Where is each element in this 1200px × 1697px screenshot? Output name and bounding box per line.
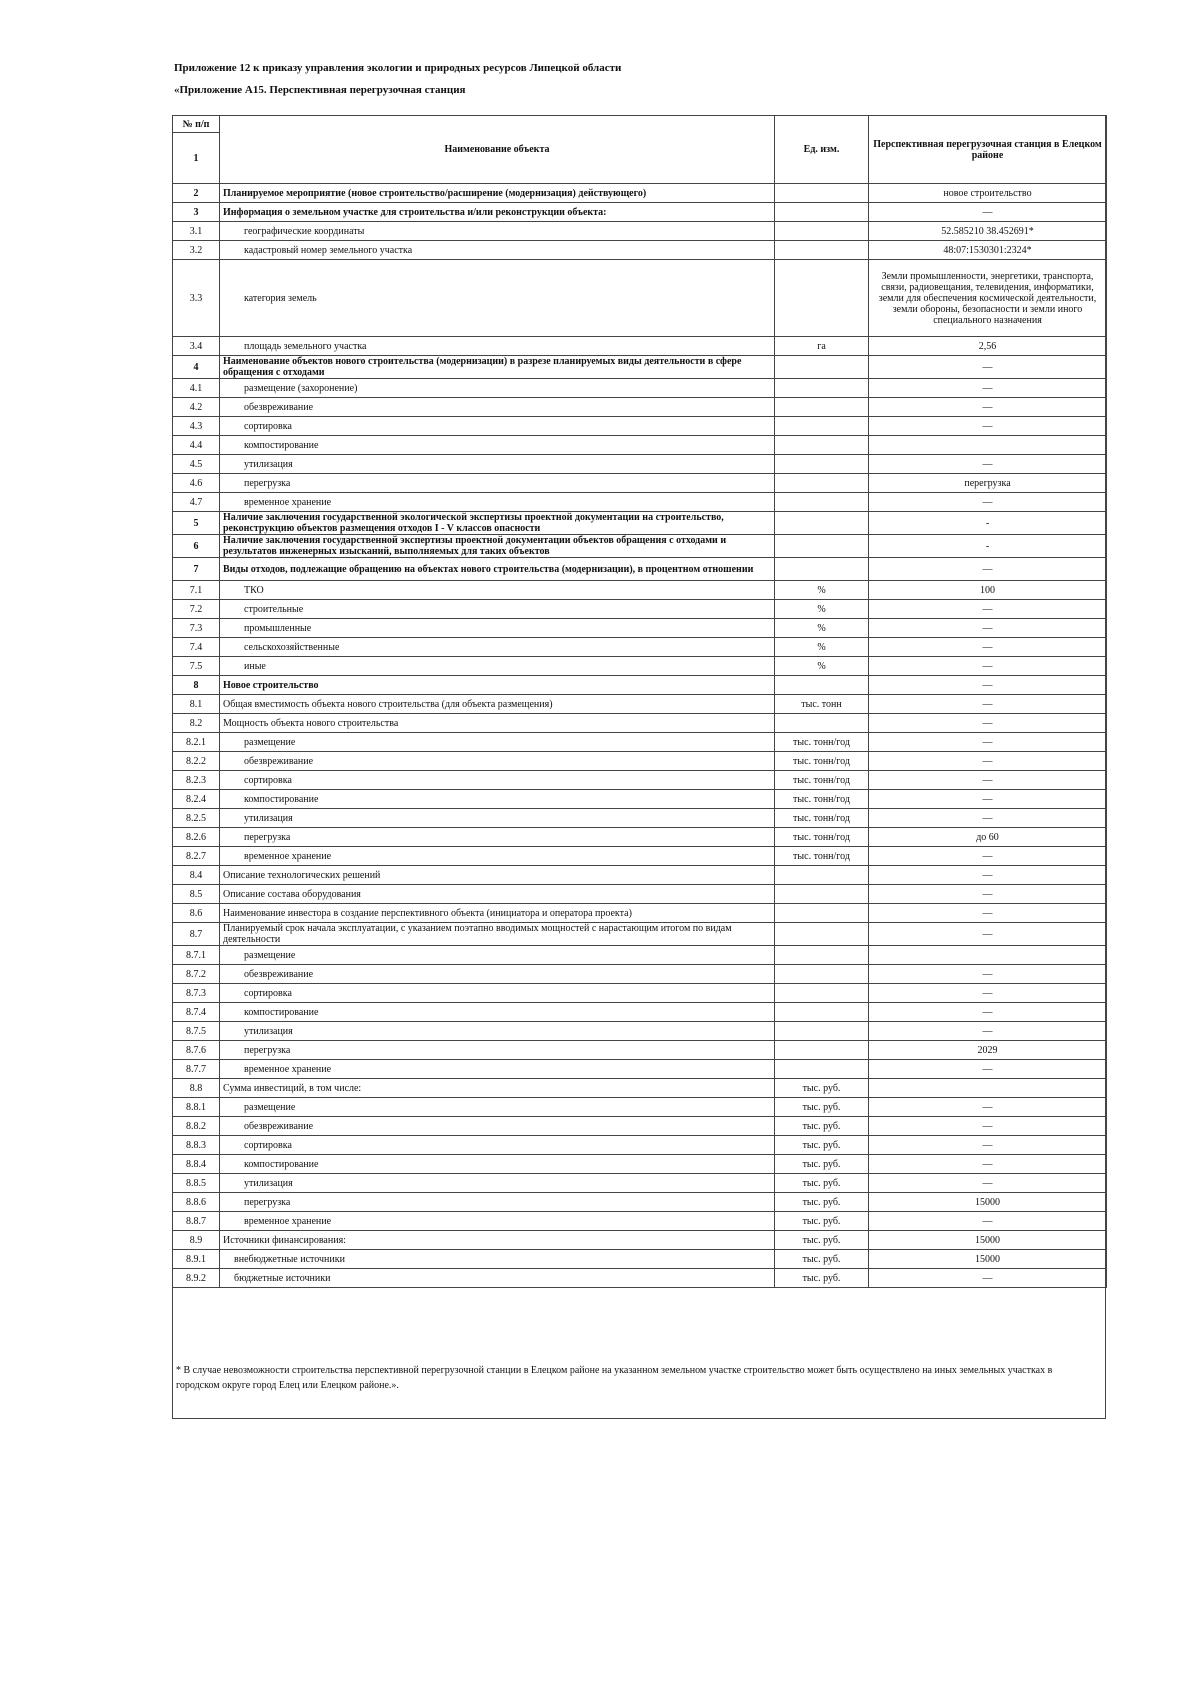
footnote: * В случае невозможности строительства перспективной перегрузочной станции в Елецком районе на указанном земельном участке строительство может быть осуществлено на иных земельных участках в городском округе город Елец или Елецком районе.». bbox=[176, 1365, 1053, 1391]
row-value: 15000 bbox=[869, 1193, 1107, 1212]
row-name: Сумма инвестиций, в том числе: bbox=[220, 1079, 775, 1098]
row-number: 3.3 bbox=[173, 260, 220, 337]
row-unit: тыс. руб. bbox=[775, 1155, 869, 1174]
table-row bbox=[173, 619, 1107, 638]
row-name: утилизация bbox=[220, 1022, 775, 1041]
row-number: 8.2.4 bbox=[173, 790, 220, 809]
row-name: Виды отходов, подлежащие обращению на объектах нового строительства (модернизации), в процентном отношении bbox=[220, 558, 775, 581]
row-name: временное хранение bbox=[220, 493, 775, 512]
row-unit bbox=[775, 436, 869, 455]
table-row bbox=[173, 1060, 1107, 1079]
row-value: — bbox=[869, 379, 1107, 398]
row-name: Наличие заключения государственной экологической экспертизы проектной документации на строительство, реконструкцию объектов размещения отходов I - V классов опасности bbox=[220, 512, 775, 535]
row-value: — bbox=[869, 1003, 1107, 1022]
table-row bbox=[173, 809, 1107, 828]
table-row bbox=[173, 493, 1107, 512]
table-row bbox=[173, 733, 1107, 752]
row-value: 15000 bbox=[869, 1250, 1107, 1269]
table-row bbox=[173, 885, 1107, 904]
row-unit bbox=[775, 1060, 869, 1079]
table-row bbox=[173, 984, 1107, 1003]
row-unit bbox=[775, 356, 869, 379]
row-number: 8.2.2 bbox=[173, 752, 220, 771]
row-value: — bbox=[869, 1174, 1107, 1193]
row-value bbox=[869, 946, 1107, 965]
row-value: — bbox=[869, 809, 1107, 828]
row-number: 8.8.2 bbox=[173, 1117, 220, 1136]
row-number: 8.7.7 bbox=[173, 1060, 220, 1079]
row-name: обезвреживание bbox=[220, 398, 775, 417]
row-unit bbox=[775, 866, 869, 885]
table-row bbox=[173, 752, 1107, 771]
row-value: перегрузка bbox=[869, 474, 1107, 493]
table-row bbox=[173, 1079, 1107, 1098]
row-name: площадь земельного участка bbox=[220, 337, 775, 356]
row-value: до 60 bbox=[869, 828, 1107, 847]
table-row bbox=[173, 676, 1107, 695]
table-row bbox=[173, 1174, 1107, 1193]
row-unit bbox=[775, 714, 869, 733]
row-name: утилизация bbox=[220, 455, 775, 474]
row-number: 8.8.3 bbox=[173, 1136, 220, 1155]
table-row bbox=[173, 790, 1107, 809]
row-unit: тыс. тонн/год bbox=[775, 752, 869, 771]
row-name: Общая вместимость объекта нового строительства (для объекта размещения) bbox=[220, 695, 775, 714]
row-name: Планируемый срок начала эксплуатации, с указанием поэтапно вводимых мощностей с нарастающим итогом по видам деятельности bbox=[220, 923, 775, 946]
row-unit bbox=[775, 474, 869, 493]
row-unit: тыс. тонн/год bbox=[775, 733, 869, 752]
row-unit: тыс. руб. bbox=[775, 1098, 869, 1117]
table-row bbox=[173, 535, 1107, 558]
row-number: 8.7.4 bbox=[173, 1003, 220, 1022]
row-value: новое строительство bbox=[869, 184, 1107, 203]
row-number: 6 bbox=[173, 535, 220, 558]
table-row bbox=[173, 398, 1107, 417]
row-name: промышленные bbox=[220, 619, 775, 638]
row-unit bbox=[775, 535, 869, 558]
table-row bbox=[173, 638, 1107, 657]
table-row bbox=[173, 222, 1107, 241]
row-name: кадастровый номер земельного участка bbox=[220, 241, 775, 260]
row-name: Новое строительство bbox=[220, 676, 775, 695]
table-row bbox=[173, 512, 1107, 535]
table-row bbox=[173, 436, 1107, 455]
row-unit bbox=[775, 946, 869, 965]
table-row bbox=[173, 1212, 1107, 1231]
header-value: Перспективная перегрузочная станция в Елецком районе bbox=[869, 116, 1107, 184]
table-row bbox=[173, 866, 1107, 885]
table-row bbox=[173, 1269, 1107, 1288]
row-unit: тыс. руб. bbox=[775, 1269, 869, 1288]
row-value: — bbox=[869, 619, 1107, 638]
row-unit bbox=[775, 455, 869, 474]
row-number: 3.2 bbox=[173, 241, 220, 260]
object-table bbox=[172, 115, 1107, 1288]
row-unit bbox=[775, 417, 869, 436]
row-unit bbox=[775, 222, 869, 241]
row-name: бюджетные источники bbox=[220, 1269, 775, 1288]
table-row bbox=[173, 695, 1107, 714]
row-name: Описание технологических решений bbox=[220, 866, 775, 885]
row-number: 7.3 bbox=[173, 619, 220, 638]
row-name: перегрузка bbox=[220, 1041, 775, 1060]
row-unit bbox=[775, 203, 869, 222]
row-name: обезвреживание bbox=[220, 1117, 775, 1136]
row-unit bbox=[775, 923, 869, 946]
row-name: утилизация bbox=[220, 809, 775, 828]
row-unit: тыс. тонн/год bbox=[775, 790, 869, 809]
row-name: внебюджетные источники bbox=[220, 1250, 775, 1269]
row-unit: % bbox=[775, 657, 869, 676]
row-name: сортировка bbox=[220, 1136, 775, 1155]
row-number: 8.7.1 bbox=[173, 946, 220, 965]
row-number: 8.7 bbox=[173, 923, 220, 946]
row-name: обезвреживание bbox=[220, 965, 775, 984]
row-name: перегрузка bbox=[220, 828, 775, 847]
row-value: — bbox=[869, 203, 1107, 222]
row-name: размещение (захоронение) bbox=[220, 379, 775, 398]
row-name: компостирование bbox=[220, 436, 775, 455]
row-unit: тыс. руб. bbox=[775, 1212, 869, 1231]
row-name: размещение bbox=[220, 1098, 775, 1117]
row-number: 8.6 bbox=[173, 904, 220, 923]
row-unit: % bbox=[775, 581, 869, 600]
row-number: 8.8.1 bbox=[173, 1098, 220, 1117]
row-number: 8.8.5 bbox=[173, 1174, 220, 1193]
row-unit bbox=[775, 379, 869, 398]
row-name: ТКО bbox=[220, 581, 775, 600]
row-number: 8.1 bbox=[173, 695, 220, 714]
appendix-subheading: «Приложение А15. Перспективная перегрузочная станция bbox=[174, 84, 466, 96]
row-number: 7 bbox=[173, 558, 220, 581]
row-name: Описание состава оборудования bbox=[220, 885, 775, 904]
row-unit bbox=[775, 676, 869, 695]
row-name: компостирование bbox=[220, 790, 775, 809]
row-name: Планируемое мероприятие (новое строительство/расширение (модернизация) действующего) bbox=[220, 184, 775, 203]
row-value: — bbox=[869, 847, 1107, 866]
row-name: сортировка bbox=[220, 984, 775, 1003]
row-number: 8.5 bbox=[173, 885, 220, 904]
row-name: временное хранение bbox=[220, 1060, 775, 1079]
row-value: — bbox=[869, 1269, 1107, 1288]
table-row bbox=[173, 1136, 1107, 1155]
table-row bbox=[173, 417, 1107, 436]
row-name: сельскохозяйственные bbox=[220, 638, 775, 657]
row-value: — bbox=[869, 1212, 1107, 1231]
row-number: 7.2 bbox=[173, 600, 220, 619]
table-row bbox=[173, 1117, 1107, 1136]
table-row bbox=[173, 379, 1107, 398]
row-unit: тыс. руб. bbox=[775, 1136, 869, 1155]
table-row bbox=[173, 203, 1107, 222]
row-number: 8.2.1 bbox=[173, 733, 220, 752]
table-row bbox=[173, 1155, 1107, 1174]
row-unit bbox=[775, 512, 869, 535]
row-number: 8.2 bbox=[173, 714, 220, 733]
row-value: — bbox=[869, 984, 1107, 1003]
header-name: Наименование объекта bbox=[220, 116, 775, 184]
row-unit: % bbox=[775, 619, 869, 638]
row-name: Источники финансирования: bbox=[220, 1231, 775, 1250]
row-name: компостирование bbox=[220, 1155, 775, 1174]
row-value: — bbox=[869, 904, 1107, 923]
row-value: — bbox=[869, 558, 1107, 581]
row-number: 8.7.3 bbox=[173, 984, 220, 1003]
row-unit: тыс. руб. bbox=[775, 1117, 869, 1136]
row-number: 4.1 bbox=[173, 379, 220, 398]
table-row bbox=[173, 356, 1107, 379]
row-value: — bbox=[869, 398, 1107, 417]
row-value: — bbox=[869, 1117, 1107, 1136]
row-number: 8.9 bbox=[173, 1231, 220, 1250]
row-unit bbox=[775, 885, 869, 904]
row-unit: тыс. руб. bbox=[775, 1231, 869, 1250]
row-value: — bbox=[869, 695, 1107, 714]
row-value: — bbox=[869, 714, 1107, 733]
row-value: — bbox=[869, 733, 1107, 752]
row-name: Наличие заключения государственной экспертизы проектной документации объектов обращения с отходами и результатов инженерных изысканий, выполняемых для таких объектов bbox=[220, 535, 775, 558]
row-number: 8.8.4 bbox=[173, 1155, 220, 1174]
row-value: — bbox=[869, 1060, 1107, 1079]
table-row bbox=[173, 771, 1107, 790]
row-value: — bbox=[869, 455, 1107, 474]
row-name: сортировка bbox=[220, 771, 775, 790]
row-number: 8.4 bbox=[173, 866, 220, 885]
row-value: — bbox=[869, 790, 1107, 809]
row-unit: тыс. руб. bbox=[775, 1193, 869, 1212]
row-value: 2029 bbox=[869, 1041, 1107, 1060]
table-header-row bbox=[173, 116, 1107, 133]
row-name: компостирование bbox=[220, 1003, 775, 1022]
header-num-label: № п/п bbox=[173, 116, 220, 133]
row-name: Информация о земельном участке для строительства и/или реконструкции объекта: bbox=[220, 203, 775, 222]
table-row bbox=[173, 600, 1107, 619]
row-unit bbox=[775, 558, 869, 581]
row-name: утилизация bbox=[220, 1174, 775, 1193]
row-name: сортировка bbox=[220, 417, 775, 436]
appendix-heading: Приложение 12 к приказу управления экологии и природных ресурсов Липецкой области bbox=[174, 62, 622, 74]
row-value: — bbox=[869, 657, 1107, 676]
row-unit: % bbox=[775, 600, 869, 619]
row-unit: тыс. тонн/год bbox=[775, 809, 869, 828]
row-name: временное хранение bbox=[220, 847, 775, 866]
row-name: строительные bbox=[220, 600, 775, 619]
row-unit bbox=[775, 398, 869, 417]
header-num: 1 bbox=[173, 133, 220, 184]
row-value bbox=[869, 436, 1107, 455]
row-number: 4.3 bbox=[173, 417, 220, 436]
row-value bbox=[869, 1079, 1107, 1098]
row-value: 48:07:1530301:2324* bbox=[869, 241, 1107, 260]
row-number: 4 bbox=[173, 356, 220, 379]
row-number: 8.9.1 bbox=[173, 1250, 220, 1269]
row-value: — bbox=[869, 1022, 1107, 1041]
row-unit bbox=[775, 1041, 869, 1060]
row-value: — bbox=[869, 493, 1107, 512]
row-name: перегрузка bbox=[220, 1193, 775, 1212]
row-value: 52.585210 38.452691* bbox=[869, 222, 1107, 241]
row-unit bbox=[775, 493, 869, 512]
table-row bbox=[173, 923, 1107, 946]
row-number: 8.7.6 bbox=[173, 1041, 220, 1060]
table-row bbox=[173, 828, 1107, 847]
row-number: 8.2.3 bbox=[173, 771, 220, 790]
row-unit: % bbox=[775, 638, 869, 657]
row-number: 5 bbox=[173, 512, 220, 535]
row-value: — bbox=[869, 965, 1107, 984]
table-row bbox=[173, 657, 1107, 676]
row-number: 8.2.7 bbox=[173, 847, 220, 866]
row-number: 4.7 bbox=[173, 493, 220, 512]
row-number: 4.6 bbox=[173, 474, 220, 493]
row-name: Наименование инвестора в создание перспективного объекта (инициатора и оператора проекта) bbox=[220, 904, 775, 923]
row-number: 8.8 bbox=[173, 1079, 220, 1098]
row-unit: тыс. руб. bbox=[775, 1079, 869, 1098]
table-row bbox=[173, 184, 1107, 203]
row-unit: тыс. тонн/год bbox=[775, 847, 869, 866]
row-number: 7.1 bbox=[173, 581, 220, 600]
table-row bbox=[173, 1231, 1107, 1250]
row-value: — bbox=[869, 771, 1107, 790]
table-row bbox=[173, 847, 1107, 866]
row-value: — bbox=[869, 1155, 1107, 1174]
row-value: — bbox=[869, 1136, 1107, 1155]
table-row bbox=[173, 337, 1107, 356]
row-unit: га bbox=[775, 337, 869, 356]
row-value: — bbox=[869, 600, 1107, 619]
table-row bbox=[173, 558, 1107, 581]
row-value: 2,56 bbox=[869, 337, 1107, 356]
row-value: Земли промышленности, энергетики, транспорта, связи, радиовещания, телевидения, информатики, земли для обеспечения космической деятельности, земли обороны, безопасности и земли иного специального назначения bbox=[869, 260, 1107, 337]
row-number: 4.2 bbox=[173, 398, 220, 417]
row-number: 8.7.2 bbox=[173, 965, 220, 984]
table-row bbox=[173, 714, 1107, 733]
row-name: категория земель bbox=[220, 260, 775, 337]
row-unit: тыс. тонн/год bbox=[775, 828, 869, 847]
table-row bbox=[173, 241, 1107, 260]
row-value: — bbox=[869, 638, 1107, 657]
row-unit: тыс. руб. bbox=[775, 1174, 869, 1193]
table-row bbox=[173, 474, 1107, 493]
row-unit bbox=[775, 241, 869, 260]
table-row bbox=[173, 1193, 1107, 1212]
row-number: 8.2.5 bbox=[173, 809, 220, 828]
row-name: размещение bbox=[220, 946, 775, 965]
row-number: 3 bbox=[173, 203, 220, 222]
row-name: Наименование объектов нового строительства (модернизации) в разрезе планируемых виды деятельности в сфере обращения с отходами bbox=[220, 356, 775, 379]
table-row bbox=[173, 965, 1107, 984]
row-value: — bbox=[869, 923, 1107, 946]
row-value: — bbox=[869, 417, 1107, 436]
row-number: 4.4 bbox=[173, 436, 220, 455]
row-unit: тыс. руб. bbox=[775, 1250, 869, 1269]
row-name: Мощность объекта нового строительства bbox=[220, 714, 775, 733]
row-value: 100 bbox=[869, 581, 1107, 600]
table-row bbox=[173, 581, 1107, 600]
row-unit bbox=[775, 260, 869, 337]
row-unit bbox=[775, 184, 869, 203]
table-row bbox=[173, 1003, 1107, 1022]
table-row bbox=[173, 1022, 1107, 1041]
row-unit bbox=[775, 1022, 869, 1041]
row-number: 8 bbox=[173, 676, 220, 695]
row-unit bbox=[775, 1003, 869, 1022]
row-number: 8.8.7 bbox=[173, 1212, 220, 1231]
row-number: 7.4 bbox=[173, 638, 220, 657]
row-number: 7.5 bbox=[173, 657, 220, 676]
row-number: 3.1 bbox=[173, 222, 220, 241]
table-row bbox=[173, 455, 1107, 474]
row-value: — bbox=[869, 1098, 1107, 1117]
row-name: перегрузка bbox=[220, 474, 775, 493]
row-value: — bbox=[869, 752, 1107, 771]
row-number: 3.4 bbox=[173, 337, 220, 356]
table-row bbox=[173, 1041, 1107, 1060]
row-value: - bbox=[869, 512, 1107, 535]
table-row bbox=[173, 1250, 1107, 1269]
row-value: — bbox=[869, 885, 1107, 904]
row-number: 4.5 bbox=[173, 455, 220, 474]
row-name: иные bbox=[220, 657, 775, 676]
row-name: географические координаты bbox=[220, 222, 775, 241]
row-number: 2 bbox=[173, 184, 220, 203]
row-value: — bbox=[869, 676, 1107, 695]
row-unit: тыс. тонн bbox=[775, 695, 869, 714]
table-row bbox=[173, 1098, 1107, 1117]
row-name: обезвреживание bbox=[220, 752, 775, 771]
row-number: 8.7.5 bbox=[173, 1022, 220, 1041]
row-number: 8.8.6 bbox=[173, 1193, 220, 1212]
table-row bbox=[173, 946, 1107, 965]
row-unit bbox=[775, 904, 869, 923]
row-number: 8.9.2 bbox=[173, 1269, 220, 1288]
row-unit bbox=[775, 984, 869, 1003]
row-name: временное хранение bbox=[220, 1212, 775, 1231]
row-value: - bbox=[869, 535, 1107, 558]
row-unit: тыс. тонн/год bbox=[775, 771, 869, 790]
row-value: — bbox=[869, 866, 1107, 885]
header-unit: Ед. изм. bbox=[775, 116, 869, 184]
row-number: 8.2.6 bbox=[173, 828, 220, 847]
table-row bbox=[173, 904, 1107, 923]
row-value: 15000 bbox=[869, 1231, 1107, 1250]
row-name: размещение bbox=[220, 733, 775, 752]
table-row bbox=[173, 260, 1107, 337]
row-value: — bbox=[869, 356, 1107, 379]
row-unit bbox=[775, 965, 869, 984]
